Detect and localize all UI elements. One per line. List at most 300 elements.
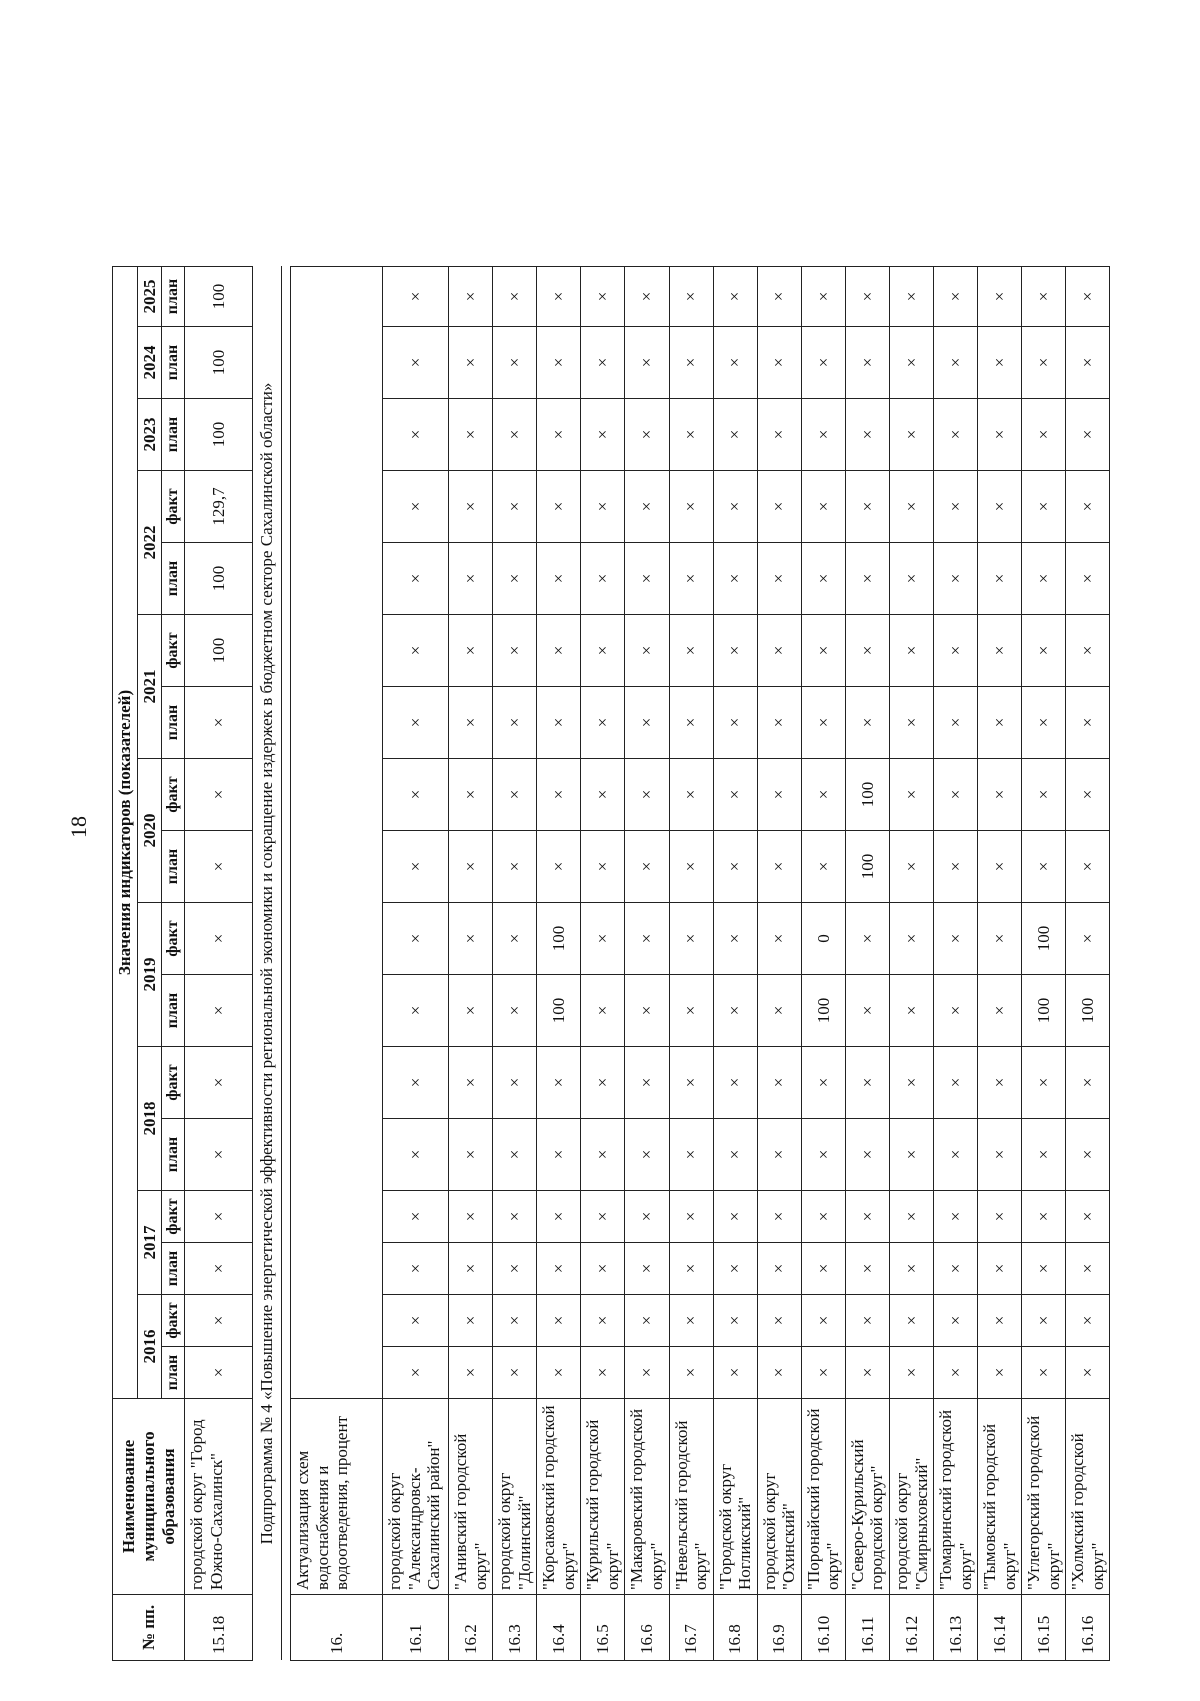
header-plan: план <box>162 1119 185 1191</box>
header-plan: план <box>162 267 185 327</box>
value-cell: × <box>625 267 669 327</box>
page-number: 18 <box>66 816 91 838</box>
row-name: "Томаринский городской округ" <box>934 1399 978 1595</box>
value-cell: × <box>669 975 713 1047</box>
value-cell: × <box>713 687 757 759</box>
value-cell: × <box>845 1191 889 1243</box>
value-cell: × <box>978 1295 1022 1347</box>
value-cell: × <box>1022 1347 1066 1399</box>
row-num: 16.5 <box>581 1595 625 1661</box>
value-cell: × <box>383 267 449 327</box>
value-cell: × <box>625 1047 669 1119</box>
table-row <box>1022 267 1066 1661</box>
value-cell: × <box>1022 1191 1066 1243</box>
header-fact: факт <box>162 903 185 975</box>
value-cell: × <box>185 759 253 831</box>
value-cell: × <box>978 543 1022 615</box>
value-cell: × <box>757 903 801 975</box>
row-name: "Тымовский городской округ" <box>978 1399 1022 1595</box>
value-cell: × <box>581 267 625 327</box>
value-cell: × <box>713 975 757 1047</box>
value-cell: × <box>978 471 1022 543</box>
value-cell: × <box>889 1243 933 1295</box>
value-cell: × <box>625 327 669 399</box>
value-cell: × <box>1022 1047 1066 1119</box>
row-num: 16.3 <box>493 1595 537 1661</box>
header-name: Наименование муниципального образования <box>113 1399 185 1595</box>
value-cell: × <box>934 1047 978 1119</box>
value-cell: × <box>757 615 801 687</box>
value-cell: × <box>978 267 1022 327</box>
value-cell: × <box>449 1347 493 1399</box>
value-cell: × <box>185 1243 253 1295</box>
value-cell: × <box>449 1295 493 1347</box>
header-year-2025: 2025 <box>137 267 162 327</box>
value-cell: × <box>801 327 845 399</box>
table-row <box>1066 267 1110 1661</box>
value-cell: × <box>493 1191 537 1243</box>
value-cell: × <box>581 1243 625 1295</box>
value-cell: × <box>845 543 889 615</box>
indicators-table <box>112 266 1110 1661</box>
value-cell: × <box>537 759 581 831</box>
value-cell: × <box>1066 1047 1110 1119</box>
value-cell: × <box>978 687 1022 759</box>
table-row <box>934 267 978 1661</box>
value-cell: × <box>713 471 757 543</box>
value-cell: × <box>493 903 537 975</box>
value-cell: × <box>713 759 757 831</box>
table-row <box>757 267 801 1661</box>
header-year-2019: 2019 <box>137 903 162 1047</box>
row-num: 16.16 <box>1066 1595 1110 1661</box>
value-cell: × <box>449 1047 493 1119</box>
value-cell: × <box>845 1347 889 1399</box>
value-cell: × <box>581 831 625 903</box>
value-cell: × <box>581 1347 625 1399</box>
value-cell: × <box>383 1047 449 1119</box>
value-cell: × <box>801 1191 845 1243</box>
value-cell: × <box>581 1191 625 1243</box>
value-cell: × <box>845 1047 889 1119</box>
value-cell: × <box>1022 687 1066 759</box>
value-cell: × <box>493 1047 537 1119</box>
value-cell: × <box>383 399 449 471</box>
row-name: городской округ "Долинский" <box>493 1399 537 1595</box>
value-cell: × <box>845 399 889 471</box>
value-cell: × <box>1066 831 1110 903</box>
value-cell: × <box>713 1119 757 1191</box>
value-cell: × <box>449 831 493 903</box>
table-row <box>537 267 581 1661</box>
value-cell: × <box>581 1047 625 1119</box>
value-cell: × <box>449 399 493 471</box>
table-row <box>493 267 537 1661</box>
row-name: городской округ "Смирныховский" <box>889 1399 933 1595</box>
value-cell: × <box>713 399 757 471</box>
value-cell: × <box>449 1119 493 1191</box>
value-cell: × <box>757 1295 801 1347</box>
value-cell: × <box>713 1243 757 1295</box>
value-cell: × <box>1066 615 1110 687</box>
header-fact: факт <box>162 1191 185 1243</box>
value-cell: × <box>889 327 933 399</box>
value-cell: 100 <box>185 543 253 615</box>
value-cell: × <box>383 471 449 543</box>
row-name: "Углегорский городской округ" <box>1022 1399 1066 1595</box>
value-cell: × <box>934 399 978 471</box>
value-cell: × <box>978 903 1022 975</box>
value-cell: × <box>1066 759 1110 831</box>
group-name: Актуализация схем водоснабжения и водоотведения, процент <box>291 1399 383 1595</box>
value-cell: × <box>713 543 757 615</box>
value-cell: × <box>185 1119 253 1191</box>
value-cell: × <box>493 1295 537 1347</box>
value-cell: × <box>449 1191 493 1243</box>
rotated-page <box>0 121 1107 1701</box>
value-cell: × <box>625 1119 669 1191</box>
value-cell: × <box>493 975 537 1047</box>
value-cell: × <box>625 903 669 975</box>
value-cell: × <box>1022 267 1066 327</box>
table-row <box>889 267 933 1661</box>
value-cell: × <box>801 471 845 543</box>
group-num: 16. <box>291 1595 383 1661</box>
row-num: 16.11 <box>845 1595 889 1661</box>
value-cell: × <box>625 399 669 471</box>
row-num: 16.14 <box>978 1595 1022 1661</box>
value-cell: × <box>537 687 581 759</box>
value-cell: × <box>383 975 449 1047</box>
value-cell: 100 <box>185 399 253 471</box>
value-cell: × <box>383 1119 449 1191</box>
value-cell: × <box>581 615 625 687</box>
value-cell: × <box>383 903 449 975</box>
value-cell: × <box>383 1243 449 1295</box>
value-cell: × <box>845 903 889 975</box>
row-name: городской округ "Город Южно-Сахалинск" <box>185 1399 253 1595</box>
table-row <box>669 267 713 1661</box>
value-cell: × <box>669 327 713 399</box>
value-cell: × <box>1066 687 1110 759</box>
row-name: "Невельский городской округ" <box>669 1399 713 1595</box>
value-cell: × <box>1066 1191 1110 1243</box>
header-fact: факт <box>162 615 185 687</box>
value-cell: × <box>889 1295 933 1347</box>
value-cell: × <box>934 1347 978 1399</box>
value-cell: × <box>185 687 253 759</box>
table-row <box>713 267 757 1661</box>
value-cell: × <box>537 471 581 543</box>
value-cell: × <box>934 615 978 687</box>
value-cell: × <box>537 399 581 471</box>
value-cell: × <box>757 975 801 1047</box>
header-plan: план <box>162 687 185 759</box>
value-cell: × <box>889 1119 933 1191</box>
header-year-2021: 2021 <box>137 615 162 759</box>
value-cell: × <box>625 759 669 831</box>
row-num: 16.6 <box>625 1595 669 1661</box>
value-cell: × <box>757 1119 801 1191</box>
header-plan: план <box>162 399 185 471</box>
value-cell: × <box>934 831 978 903</box>
value-cell: 100 <box>537 903 581 975</box>
value-cell: × <box>1022 1119 1066 1191</box>
value-cell: × <box>1022 1295 1066 1347</box>
value-cell: × <box>757 831 801 903</box>
value-cell: × <box>449 543 493 615</box>
row-num: 16.9 <box>757 1595 801 1661</box>
value-cell: × <box>669 1347 713 1399</box>
value-cell: × <box>845 471 889 543</box>
value-cell: × <box>185 1047 253 1119</box>
value-cell: 100 <box>1066 975 1110 1047</box>
value-cell: × <box>625 831 669 903</box>
value-cell: × <box>581 903 625 975</box>
row-name: "Поронайский городской округ" <box>801 1399 845 1595</box>
row-name: городской округ "Александровск-Сахалинский район" <box>383 1399 449 1595</box>
value-cell: × <box>669 903 713 975</box>
value-cell: × <box>1022 327 1066 399</box>
value-cell: × <box>713 267 757 327</box>
row-num: 16.8 <box>713 1595 757 1661</box>
value-cell: × <box>625 1347 669 1399</box>
value-cell: × <box>934 1295 978 1347</box>
value-cell: × <box>1022 615 1066 687</box>
row-num: 16.15 <box>1022 1595 1066 1661</box>
value-cell: × <box>625 1243 669 1295</box>
value-cell: × <box>978 1243 1022 1295</box>
value-cell: × <box>889 831 933 903</box>
value-cell: × <box>757 399 801 471</box>
header-year-2022: 2022 <box>137 471 162 615</box>
value-cell: × <box>1066 267 1110 327</box>
value-cell: × <box>757 267 801 327</box>
value-cell: × <box>537 1347 581 1399</box>
row-name: "Корсаковский городской округ" <box>537 1399 581 1595</box>
value-cell: × <box>669 471 713 543</box>
row-num: 16.7 <box>669 1595 713 1661</box>
value-cell: × <box>581 543 625 615</box>
header-fact: факт <box>162 759 185 831</box>
subprogram-title: Подпрограмма № 4 «Повышение энергетической эффективности региональной экономики и сокращение издержек в бюджетном секторе Сахалинской области» <box>253 267 282 1661</box>
table-row <box>845 267 889 1661</box>
value-cell: × <box>537 831 581 903</box>
value-cell: × <box>493 831 537 903</box>
value-cell: × <box>713 1295 757 1347</box>
value-cell: × <box>537 327 581 399</box>
value-cell: × <box>889 471 933 543</box>
value-cell: × <box>625 471 669 543</box>
value-cell: × <box>669 687 713 759</box>
value-cell: × <box>757 1191 801 1243</box>
value-cell: × <box>713 327 757 399</box>
value-cell: × <box>493 615 537 687</box>
value-cell: × <box>801 615 845 687</box>
value-cell: × <box>493 399 537 471</box>
value-cell: × <box>713 831 757 903</box>
value-cell: × <box>493 759 537 831</box>
subprogram-row <box>253 267 282 1661</box>
value-cell: 100 <box>801 975 845 1047</box>
value-cell: × <box>801 687 845 759</box>
value-cell: × <box>669 831 713 903</box>
value-cell: × <box>978 1191 1022 1243</box>
value-cell: × <box>383 759 449 831</box>
value-cell: × <box>889 1191 933 1243</box>
value-cell: × <box>449 903 493 975</box>
value-cell: × <box>185 1347 253 1399</box>
value-cell: × <box>669 1191 713 1243</box>
row-num: 16.12 <box>889 1595 933 1661</box>
value-cell: × <box>493 471 537 543</box>
value-cell: × <box>934 903 978 975</box>
value-cell: × <box>383 831 449 903</box>
value-cell: × <box>581 399 625 471</box>
value-cell: × <box>449 687 493 759</box>
value-cell: × <box>537 1295 581 1347</box>
table-row <box>185 267 253 1661</box>
value-cell: 0 <box>801 903 845 975</box>
row-name: "Анивский городской округ" <box>449 1399 493 1595</box>
value-cell: × <box>889 975 933 1047</box>
value-cell: × <box>383 615 449 687</box>
table-row <box>625 267 669 1661</box>
value-cell: × <box>493 543 537 615</box>
value-cell: × <box>1066 543 1110 615</box>
value-cell: × <box>934 471 978 543</box>
value-cell: × <box>757 543 801 615</box>
value-cell: × <box>757 327 801 399</box>
value-cell: × <box>581 471 625 543</box>
value-cell: × <box>889 399 933 471</box>
value-cell: × <box>845 327 889 399</box>
value-cell: × <box>845 1119 889 1191</box>
value-cell: × <box>713 1047 757 1119</box>
value-cell: × <box>449 759 493 831</box>
value-cell: × <box>978 1119 1022 1191</box>
value-cell: × <box>383 1347 449 1399</box>
value-cell: × <box>1066 903 1110 975</box>
value-cell: × <box>889 543 933 615</box>
value-cell: × <box>801 759 845 831</box>
value-cell: × <box>383 327 449 399</box>
row-name: "Северо-Курильский городской округ" <box>845 1399 889 1595</box>
value-cell: × <box>449 975 493 1047</box>
value-cell: × <box>669 1119 713 1191</box>
value-cell: × <box>801 399 845 471</box>
value-cell: × <box>1022 399 1066 471</box>
value-cell: × <box>978 831 1022 903</box>
value-cell: × <box>449 327 493 399</box>
row-name: "Макаровский городской округ" <box>625 1399 669 1595</box>
value-cell: × <box>801 267 845 327</box>
value-cell: × <box>581 1119 625 1191</box>
value-cell: × <box>449 471 493 543</box>
value-cell: × <box>801 1347 845 1399</box>
value-cell: 100 <box>185 327 253 399</box>
value-cell: × <box>713 1347 757 1399</box>
value-cell: × <box>1022 831 1066 903</box>
row-name: городской округ "Охинский" <box>757 1399 801 1595</box>
value-cell: × <box>934 1191 978 1243</box>
value-cell: 100 <box>1022 975 1066 1047</box>
row-num: 16.4 <box>537 1595 581 1661</box>
header-plan: план <box>162 831 185 903</box>
header-plan: план <box>162 1347 185 1399</box>
value-cell: × <box>889 903 933 975</box>
value-cell: × <box>801 1047 845 1119</box>
value-cell: × <box>669 267 713 327</box>
value-cell: × <box>493 1347 537 1399</box>
group-row <box>291 267 383 1661</box>
value-cell: × <box>801 543 845 615</box>
value-cell: × <box>801 1243 845 1295</box>
value-cell: × <box>978 1047 1022 1119</box>
header-year-2017: 2017 <box>137 1191 162 1295</box>
value-cell: × <box>669 759 713 831</box>
value-cell: × <box>757 471 801 543</box>
value-cell: × <box>845 975 889 1047</box>
value-cell: × <box>581 327 625 399</box>
gap-row <box>282 267 291 1661</box>
value-cell: × <box>757 1347 801 1399</box>
value-cell: × <box>978 399 1022 471</box>
header-year-2018: 2018 <box>137 1047 162 1191</box>
value-cell: × <box>889 759 933 831</box>
value-cell: × <box>934 759 978 831</box>
value-cell: × <box>581 759 625 831</box>
value-cell: × <box>493 1243 537 1295</box>
value-cell: × <box>845 1295 889 1347</box>
row-num: 15.18 <box>185 1595 253 1661</box>
header-plan: план <box>162 975 185 1047</box>
value-cell: × <box>669 1243 713 1295</box>
value-cell: × <box>934 687 978 759</box>
value-cell: × <box>537 267 581 327</box>
value-cell: × <box>1066 1295 1110 1347</box>
value-cell: 100 <box>845 831 889 903</box>
header-year-2020: 2020 <box>137 759 162 903</box>
header-year-2016: 2016 <box>137 1295 162 1399</box>
value-cell: × <box>1066 1119 1110 1191</box>
value-cell: × <box>889 687 933 759</box>
value-cell: × <box>978 615 1022 687</box>
value-cell: × <box>581 687 625 759</box>
value-cell: × <box>185 831 253 903</box>
table-row <box>581 267 625 1661</box>
value-cell: × <box>1066 327 1110 399</box>
value-cell: × <box>978 327 1022 399</box>
value-cell: × <box>185 1295 253 1347</box>
row-num: 16.13 <box>934 1595 978 1661</box>
value-cell: × <box>757 759 801 831</box>
value-cell: × <box>493 1119 537 1191</box>
value-cell: 100 <box>845 759 889 831</box>
header-plan: план <box>162 543 185 615</box>
row-name: "Холмский городской округ" <box>1066 1399 1110 1595</box>
value-cell: × <box>581 975 625 1047</box>
value-cell: × <box>1022 1243 1066 1295</box>
value-cell: × <box>537 1119 581 1191</box>
value-cell: × <box>669 399 713 471</box>
value-cell: × <box>889 1047 933 1119</box>
value-cell: × <box>669 1295 713 1347</box>
value-cell: 129,7 <box>185 471 253 543</box>
value-cell: 100 <box>1022 903 1066 975</box>
value-cell: × <box>625 1295 669 1347</box>
value-cell: × <box>889 267 933 327</box>
